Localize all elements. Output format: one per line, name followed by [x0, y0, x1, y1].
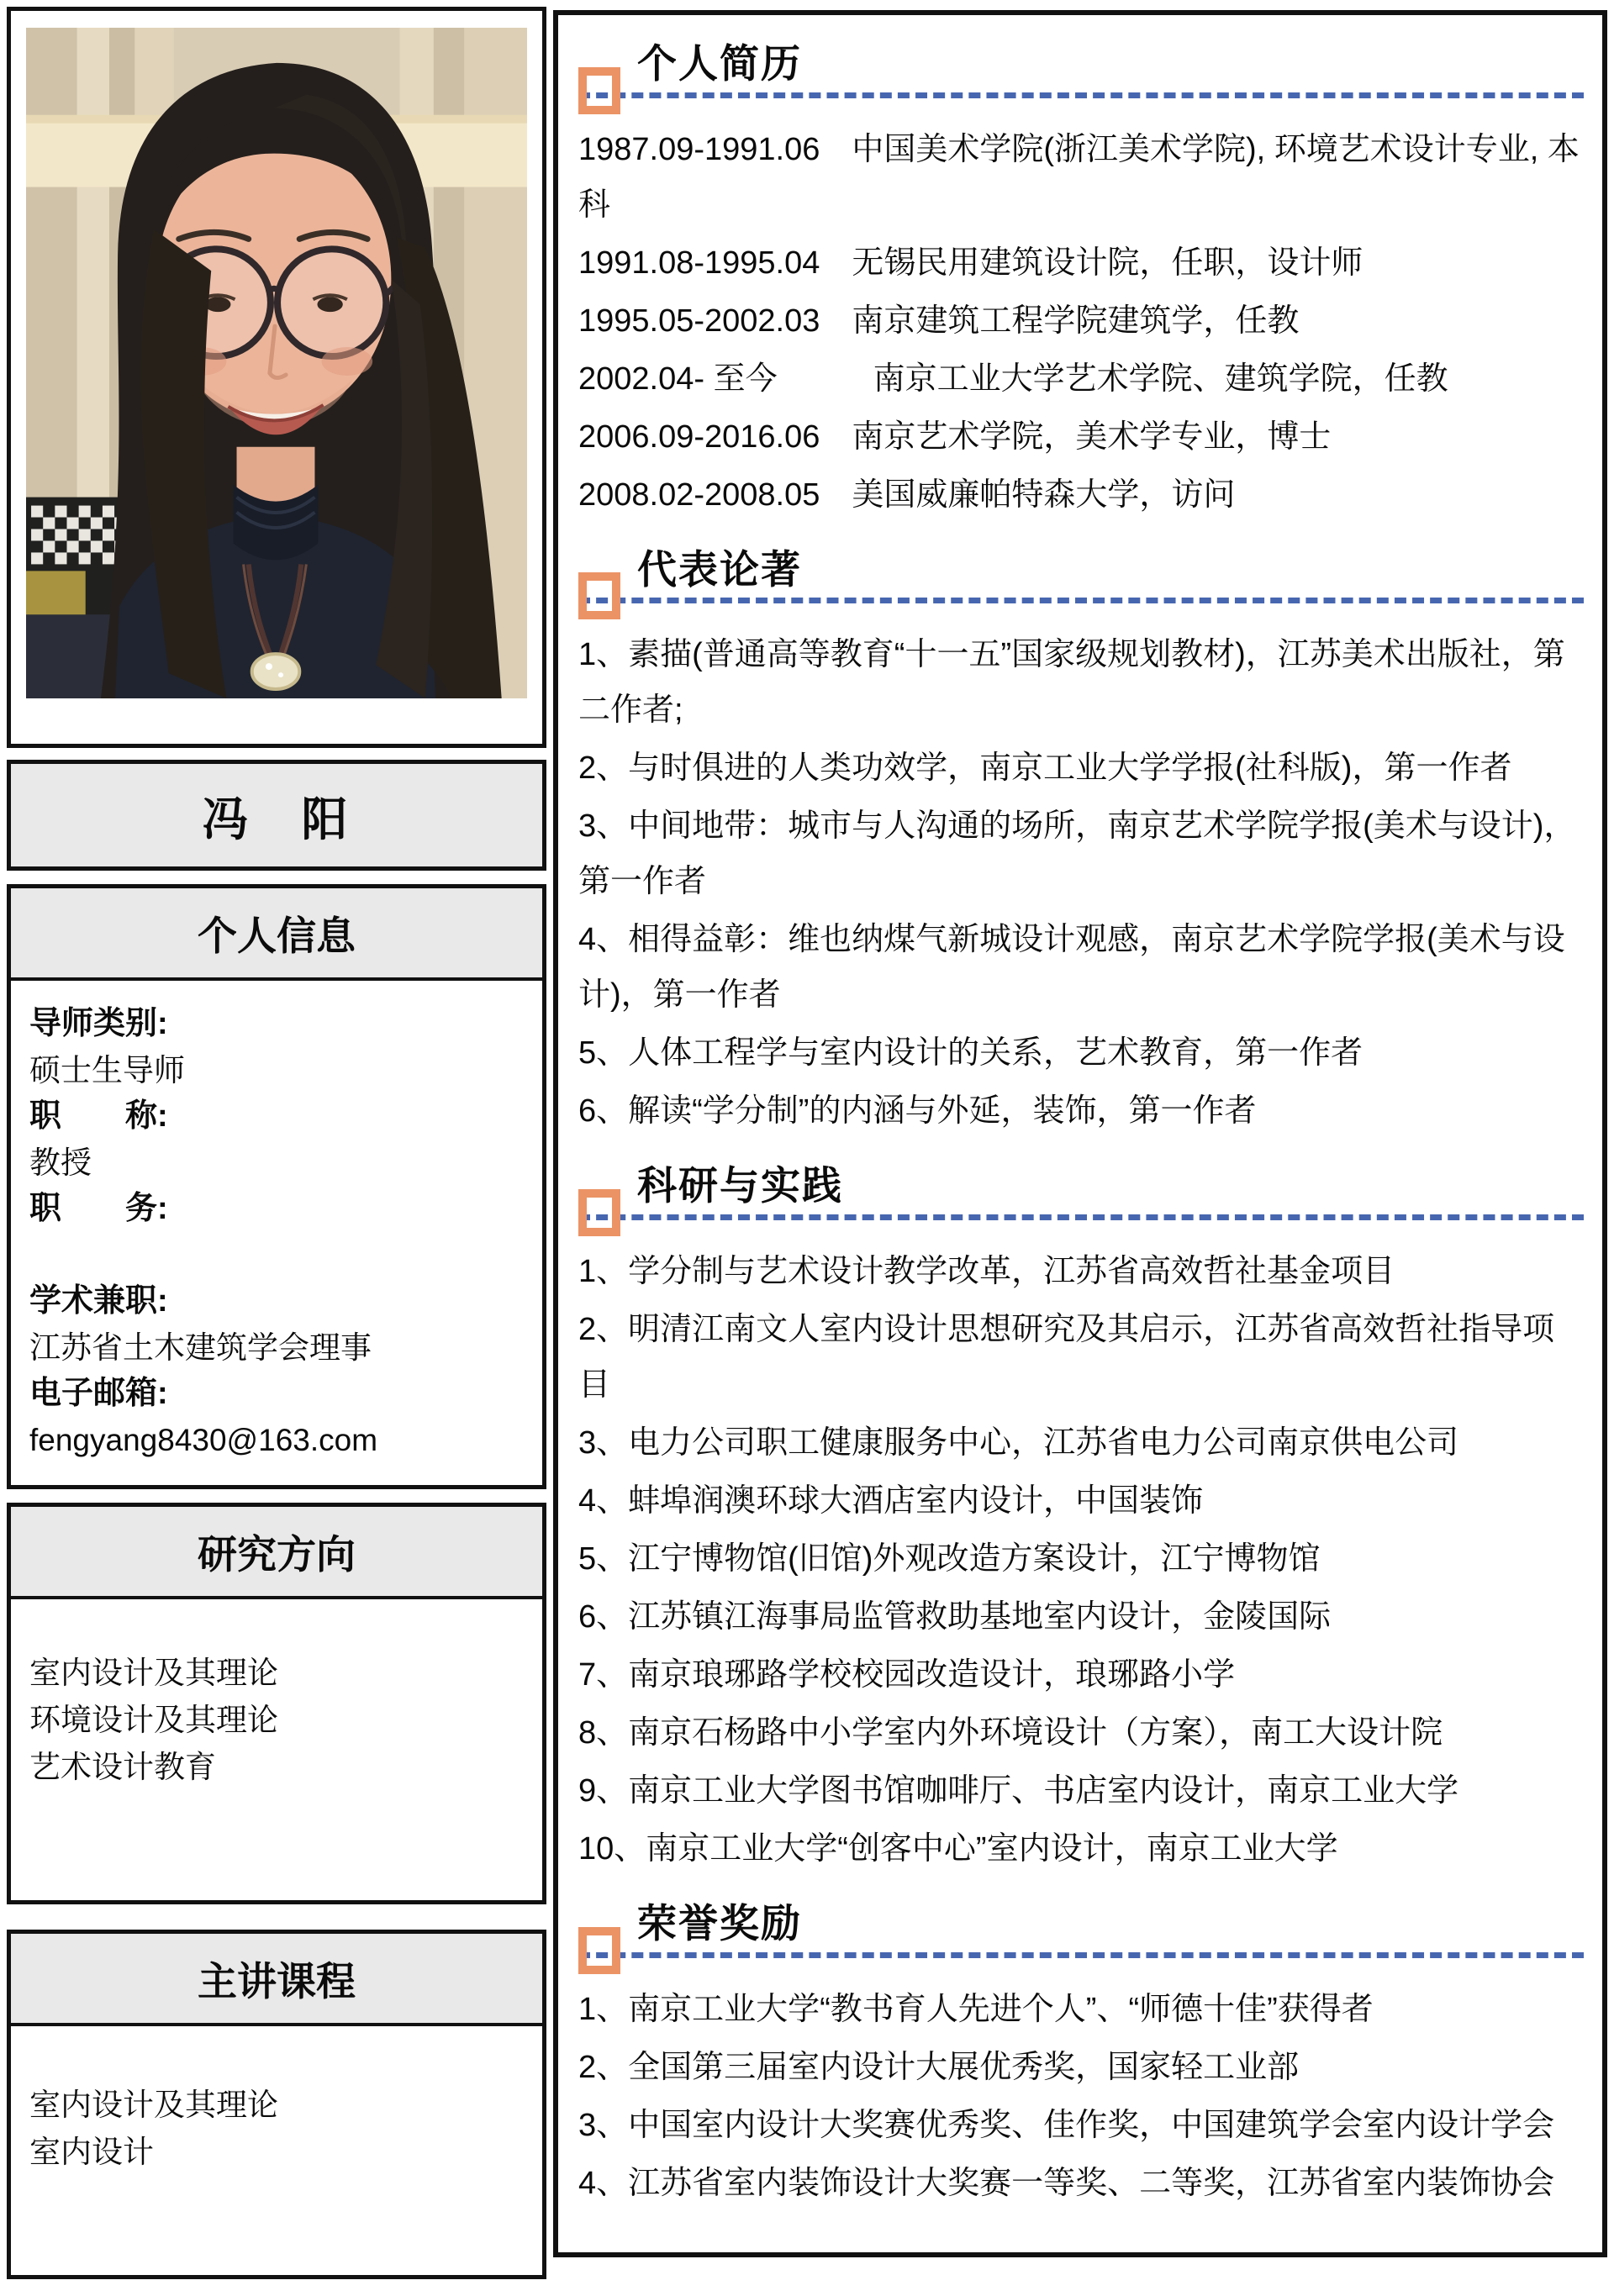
profile-name-text: 冯 阳 [202, 793, 351, 845]
section-title: 科研与实践 [637, 1163, 843, 1209]
section-header-publications [578, 548, 1584, 604]
list-item: 1995.05-2002.03 南京建筑工程学院建筑学，任教 [578, 303, 1300, 339]
list-item: 艺术设计教育 [29, 1750, 216, 1784]
orange-square-icon [578, 1927, 620, 1974]
list-item: 2006.09-2016.06 南京艺术学院，美术学专业，博士 [578, 419, 1332, 455]
personal-info-panel [7, 884, 546, 1489]
section-header-honors [578, 1902, 1584, 1958]
personal-info-title: 个人信息 [11, 888, 542, 981]
list-item: 4、江苏省室内装饰设计大奖赛一等奖、二等奖，江苏省室内装饰协会 [578, 2165, 1555, 2201]
research-directions-panel [7, 1503, 546, 1904]
list-item: 10、南京工业大学“创客中心”室内设计，南京工业大学 [578, 1831, 1338, 1867]
section-title: 代表论著 [637, 546, 802, 592]
field-value-title: 教授 [29, 1145, 92, 1180]
list-item: 1987.09-1991.06 中国美术学院(浙江美术学院), 环境艺术设计专业, 本科 [578, 131, 1580, 223]
list-item: 3、电力公司职工健康服务中心，江苏省电力公司南京供电公司 [578, 1425, 1459, 1461]
list-item: 6、解读“学分制”的内涵与外延，装饰，第一作者 [578, 1093, 1257, 1130]
portrait-photo [26, 28, 527, 698]
sidebar [7, 7, 546, 2279]
field-label-mentor-type: 导师类别: [29, 1006, 168, 1041]
list-item: 室内设计及其理论 [29, 1656, 278, 1690]
personal-info-body [11, 981, 542, 1485]
orange-square-icon [578, 1189, 620, 1236]
field-label-title: 职 称: [29, 1098, 168, 1134]
list-item: 环境设计及其理论 [29, 1703, 278, 1737]
list-item: 2、明清江南文人室内设计思想研究及其启示，江苏省高效哲社指导项目 [578, 1312, 1555, 1403]
section-title: 荣誉奖励 [637, 1901, 802, 1946]
list-item: 3、中国室内设计大奖赛优秀奖、佳作奖，中国建筑学会室内设计学会 [578, 2107, 1555, 2143]
list-item: 6、江苏镇江海事局监管救助基地室内设计，金陵国际 [578, 1599, 1332, 1635]
field-label-academic-posts: 学术兼职: [29, 1283, 168, 1319]
field-label-email: 电子邮箱: [29, 1376, 168, 1411]
orange-square-icon [578, 67, 620, 114]
list-item: 5、人体工程学与室内设计的关系，艺术教育，第一作者 [578, 1035, 1363, 1072]
courses-panel [7, 1930, 546, 2279]
list-item: 1、南京工业大学“教书育人先进个人”、“师德十佳”获得者 [578, 1991, 1374, 2027]
list-item: 1、素描(普通高等教育“十一五”国家级规划教材)，江苏美术出版社，第二作者; [578, 637, 1565, 729]
list-item: 1991.08-1995.04 无锡民用建筑设计院，任职，设计师 [578, 245, 1363, 281]
list-item: 3、中间地带：城市与人沟通的场所，南京艺术学院学报(美术与设计)，第一作者 [578, 808, 1576, 900]
field-value-position [29, 1232, 525, 1278]
field-value-mentor-type: 硕士生导师 [29, 1053, 185, 1087]
list-item: 7、南京琅琊路学校校园改造设计，琅琊路小学 [578, 1657, 1236, 1693]
section-title: 个人简历 [637, 41, 802, 86]
list-item: 2008.02-2008.05 美国威廉帕特森大学，访问 [578, 477, 1236, 513]
photo-frame [7, 7, 546, 748]
list-item: 9、南京工业大学图书馆咖啡厅、书店室内设计，南京工业大学 [578, 1773, 1459, 1809]
list-item: 4、相得益彰：维也纳煤气新城设计观感，南京艺术学院学报(美术与设计)，第一作者 [578, 922, 1565, 1014]
list-item: 室内设计及其理论 [29, 2088, 278, 2122]
research-directions-body [11, 1599, 542, 1900]
list-item: 1、学分制与艺术设计教学改革，江苏省高效哲社基金项目 [578, 1254, 1395, 1290]
courses-body [11, 2026, 542, 2275]
list-item: 4、蚌埠润澳环球大酒店室内设计，中国装饰 [578, 1483, 1204, 1519]
section-header-research-practice [578, 1164, 1584, 1220]
list-item: 2002.04- 至今 南京工业大学艺术学院、建筑学院，任教 [578, 361, 1448, 397]
field-value-academic-posts: 江苏省土木建筑学会理事 [29, 1330, 372, 1365]
list-item: 2、全国第三届室内设计大展优秀奖，国家轻工业部 [578, 2049, 1300, 2085]
section-header-resume [578, 42, 1584, 98]
orange-square-icon [578, 572, 620, 619]
profile-name [7, 760, 546, 871]
courses-title: 主讲课程 [11, 1934, 542, 2026]
field-value-email: fengyang8430@163.com [29, 1423, 378, 1457]
list-item: 室内设计 [29, 2135, 154, 2169]
research-directions-title: 研究方向 [11, 1507, 542, 1599]
list-item: 2、与时俱进的人类功效学，南京工业大学学报(社科版)，第一作者 [578, 750, 1512, 787]
profile-detail-panel [553, 10, 1607, 2257]
list-item: 5、江宁博物馆(旧馆)外观改造方案设计，江宁博物馆 [578, 1541, 1321, 1577]
field-label-position: 职 务: [29, 1191, 168, 1226]
list-item: 8、南京石杨路中小学室内外环境设计（方案），南工大设计院 [578, 1715, 1443, 1751]
